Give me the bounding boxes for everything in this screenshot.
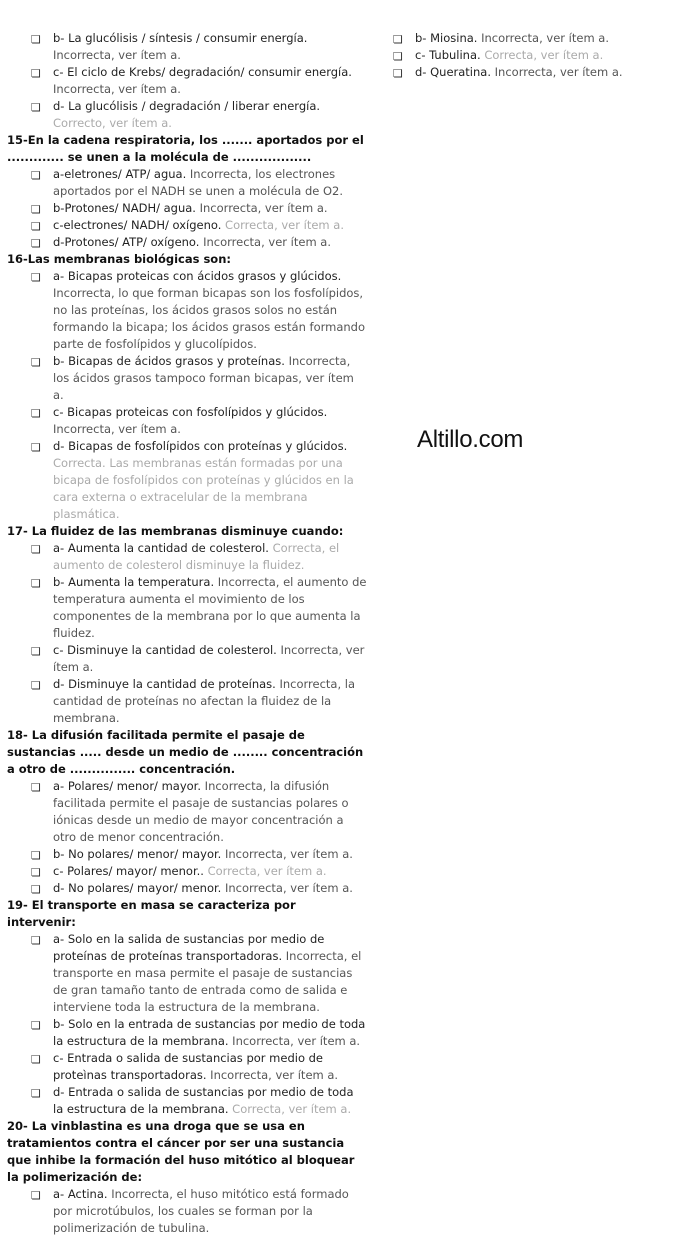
feedback-text: Incorrecta, el transporte en masa permite el pasaje de sustancias de gran tamaño tanto de entrada como de salida e interviene toda la estructura de la membrana. (53, 949, 362, 1014)
option-text: d- La glucólisis / degradación / liberar energía. (53, 99, 321, 113)
option-text: c- El ciclo de Krebs/ degradación/ consumir energía. (53, 65, 352, 79)
answer-option (7, 353, 367, 404)
answer-option (7, 540, 367, 574)
option-text: b- Aumenta la temperatura. (53, 575, 215, 589)
option-text: c- Polares/ mayor/ menor.. (53, 864, 204, 878)
option-text: c- Tubulina. (415, 48, 481, 62)
answer-option (7, 234, 367, 251)
feedback-text: Incorrecta, ver ítem a. (210, 1068, 339, 1082)
option-text: a- Actina. (53, 1187, 108, 1201)
checkbox-icon[interactable]: ❏ (31, 33, 41, 46)
option-text: b- Bicapas de ácidos grasos y proteínas. (53, 354, 285, 368)
feedback-text: Correcto, ver ítem a. (53, 116, 172, 130)
answer-option (7, 676, 367, 727)
feedback-text: Incorrecta, ver ítem a. (203, 235, 332, 249)
option-text: c-electrones/ NADH/ oxígeno. (53, 218, 222, 232)
option-text: c- Disminuye la cantidad de colesterol. (53, 643, 277, 657)
option-text: d- Bicapas de fosfolípidos con proteínas y glúcidos. (53, 439, 348, 453)
checkbox-icon[interactable]: ❏ (393, 50, 403, 63)
answer-option (7, 268, 367, 353)
checkbox-icon[interactable]: ❏ (31, 883, 41, 896)
option-text: b- Miosina. (415, 31, 478, 45)
checkbox-icon[interactable]: ❏ (393, 67, 403, 80)
checkbox-icon[interactable]: ❏ (31, 67, 41, 80)
option-text: d- No polares/ mayor/ menor. (53, 881, 222, 895)
option-text: a- Bicapas proteicas con ácidos grasos y glúcidos. (53, 269, 342, 283)
checkbox-icon[interactable]: ❏ (31, 1019, 41, 1032)
question-text: 17- La fluidez de las membranas disminuye cuando: (7, 524, 344, 538)
feedback-text: Incorrecta, los ácidos grasos tampoco forman bicapas, ver ítem a. (53, 354, 354, 402)
option-text: d- Disminuye la cantidad de proteínas. (53, 677, 276, 691)
feedback-text: Correcta, el aumento de colesterol disminuye la fluidez. (53, 541, 340, 572)
option-text: a- Solo en la salida de sustancias por medio de proteínas de proteínas transportadoras. (53, 932, 325, 963)
checkbox-icon[interactable]: ❏ (31, 220, 41, 233)
answer-option (7, 1016, 367, 1050)
feedback-text: Incorrecta, ver ítem a. (199, 201, 328, 215)
checkbox-icon[interactable]: ❏ (31, 781, 41, 794)
answer-option (7, 931, 367, 1016)
feedback-text: Incorrecta, ver ítem a. (232, 1034, 361, 1048)
checkbox-icon[interactable]: ❏ (31, 169, 41, 182)
watermark: Altillo.com (417, 426, 524, 453)
feedback-text: Incorrecta, el huso mitótico está formado por microtúbulos, los cuales se forman por la polimerización de tubulina. (53, 1187, 349, 1235)
checkbox-icon[interactable]: ❏ (31, 1189, 41, 1202)
checkbox-icon[interactable]: ❏ (31, 866, 41, 879)
answer-option (7, 880, 367, 897)
feedback-text: Correcta, ver ítem a. (484, 48, 604, 62)
answer-option (7, 438, 367, 523)
feedback-text: Incorrecta, la difusión facilitada permite el pasaje de sustancias polares o iónicas desde un medio de mayor concentración a otro de menor concentración. (53, 779, 349, 844)
answer-option (7, 200, 367, 217)
question-text: 18- La difusión facilitada permite el pasaje de sustancias ..... desde un medio de ........ concentración a otro de ............... concentración. (7, 728, 364, 776)
option-text: a-eletrones/ ATP/ agua. (53, 167, 187, 181)
answer-option (7, 217, 367, 234)
answer-option (7, 1050, 367, 1084)
option-text: b- La glucólisis / síntesis / consumir energía. (53, 31, 308, 45)
answer-option (7, 642, 367, 676)
feedback-text: Incorrecta, ver ítem a. (53, 82, 181, 96)
feedback-text: Incorrecta, lo que forman bicapas son los fosfolípidos, no las proteínas, los ácidos grasos solos no están formando la bicapa; los ácidos grasos están formando parte de fosfolípidos y glucolípidos. (53, 286, 366, 351)
feedback-text: Correcta, ver ítem a. (232, 1102, 352, 1116)
answer-option (7, 574, 367, 642)
option-text: a- Aumenta la cantidad de colesterol. (53, 541, 269, 555)
question-text: 20- La vinblastina es una droga que se usa en tratamientos contra el cáncer por ser una sustancia que inhibe la formación del huso mitótico al bloquear la polimerización de: (7, 1119, 355, 1184)
checkbox-icon[interactable]: ❏ (31, 441, 41, 454)
answer-option (7, 98, 367, 132)
option-text: d-Protones/ ATP/ oxígeno. (53, 235, 200, 249)
feedback-text: Incorrecta, ver ítem a. (224, 847, 353, 861)
answer-option (7, 778, 367, 846)
checkbox-icon[interactable]: ❏ (31, 1087, 41, 1100)
answer-option (7, 404, 367, 438)
feedback-text: Incorrecta, ver ítem a. (481, 31, 610, 45)
checkbox-icon[interactable]: ❏ (31, 237, 41, 250)
question-text: 15-En la cadena respiratoria, los ....... aportados por el ............. se unen a la molécula de .................. (7, 133, 364, 164)
checkbox-icon[interactable]: ❏ (31, 543, 41, 556)
feedback-text: Correcta. Las membranas están formadas por una bicapa de fosfolípidos con proteínas y glúcidos en la cara externa o extracelular de la membrana plasmática. (53, 456, 354, 521)
option-text: d- Entrada o salida de sustancias por medio de toda la estructura de la membrana. (53, 1085, 354, 1116)
question-text: 16-Las membranas biológicas son: (7, 252, 231, 266)
feedback-text: Incorrecta, ver ítem a. (224, 881, 353, 895)
feedback-text: Incorrecta, la cantidad de proteínas no afectan la fluidez de la membrana. (53, 677, 356, 725)
checkbox-icon[interactable]: ❏ (31, 407, 41, 420)
answer-option (393, 64, 693, 81)
option-text: c- Entrada o salida de sustancias por medio de proteìnas transportadoras. (53, 1051, 324, 1082)
right-column (393, 30, 693, 81)
checkbox-icon[interactable]: ❏ (31, 934, 41, 947)
answer-option (393, 30, 693, 47)
checkbox-icon[interactable]: ❏ (393, 33, 403, 46)
left-column (7, 30, 367, 1237)
checkbox-icon[interactable]: ❏ (31, 356, 41, 369)
checkbox-icon[interactable]: ❏ (31, 849, 41, 862)
answer-option (7, 1084, 367, 1118)
answer-option (7, 166, 367, 200)
feedback-text: Incorrecta, el aumento de temperatura aumenta el movimiento de los componentes de la membrana por lo que aumenta la fluidez. (53, 575, 367, 640)
feedback-text: Incorrecta, ver ítem a. (53, 643, 365, 674)
option-text: b- No polares/ menor/ mayor. (53, 847, 222, 861)
answer-option (7, 64, 367, 98)
checkbox-icon[interactable]: ❏ (31, 1053, 41, 1066)
feedback-text: Incorrecta, los electrones aportados por el NADH se unen a molécula de O2. (53, 167, 344, 198)
question-text: 19- El transporte en masa se caracteriza por intervenir: (7, 898, 296, 929)
answer-option (393, 47, 693, 64)
checkbox-icon[interactable]: ❏ (31, 203, 41, 216)
checkbox-icon[interactable]: ❏ (31, 679, 41, 692)
checkbox-icon[interactable]: ❏ (31, 271, 41, 284)
checkbox-icon[interactable]: ❏ (31, 577, 41, 590)
option-text: d- Queratina. (415, 65, 491, 79)
checkbox-icon[interactable]: ❏ (31, 101, 41, 114)
option-text: b-Protones/ NADH/ agua. (53, 201, 196, 215)
feedback-text: Correcta, ver ítem a. (225, 218, 344, 232)
feedback-text: Incorrecta, ver ítem a. (494, 65, 623, 79)
answer-option (7, 863, 367, 880)
answer-option (7, 846, 367, 863)
option-text: a- Polares/ menor/ mayor. (53, 779, 202, 793)
feedback-text: Correcta, ver ítem a. (207, 864, 327, 878)
checkbox-icon[interactable]: ❏ (31, 645, 41, 658)
feedback-text: Incorrecta, ver ítem a. (53, 48, 181, 62)
option-text: c- Bicapas proteicas con fosfolípidos y glúcidos. (53, 405, 328, 419)
feedback-text: Incorrecta, ver ítem a. (53, 422, 181, 436)
answer-option (7, 30, 367, 64)
option-text: b- Solo en la entrada de sustancias por medio de toda la estructura de la membrana. (53, 1017, 366, 1048)
